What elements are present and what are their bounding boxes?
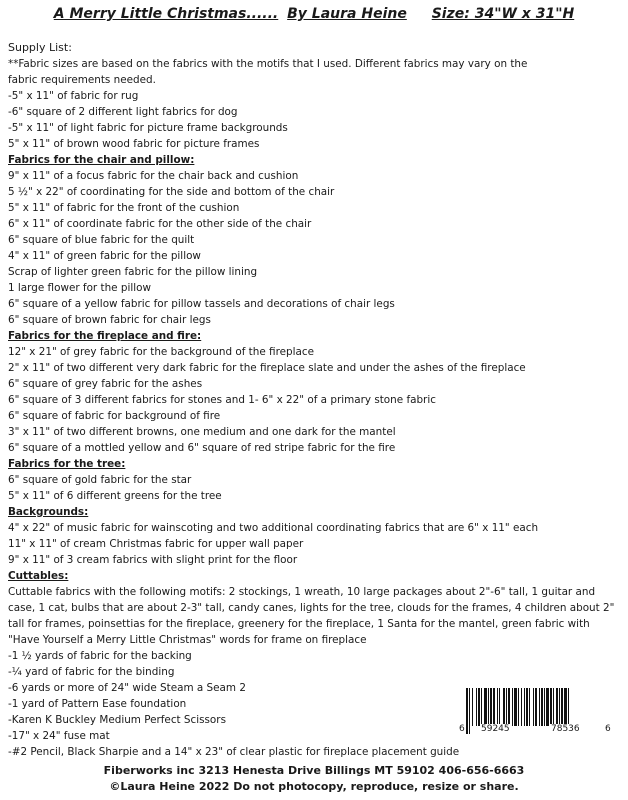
supply-item: 12" x 21" of grey fabric for the background of the fireplace xyxy=(8,346,314,358)
section-heading-tree: Fabrics for the tree: xyxy=(8,458,126,470)
supply-item: -1 yard of Pattern Ease foundation xyxy=(8,698,187,710)
pattern-title xyxy=(0,6,628,22)
supply-item: 5 ½" x 22" of coordinating for the side and bottom of the chair xyxy=(8,186,335,198)
footer-address: Fiberworks inc 3213 Henesta Drive Billings MT 59102 406-656-6663 xyxy=(103,764,525,777)
section-heading-cuttables: Cuttables: xyxy=(8,570,69,582)
supply-item: -6" square of 2 different light fabrics for dog xyxy=(8,106,238,118)
supply-item: 6" square of 3 different fabrics for stones and 1- 6" x 22" of a primary stone fabric xyxy=(8,394,436,406)
supply-item: Scrap of lighter green fabric for the pillow lining xyxy=(8,266,258,278)
supply-item: 6" square of a yellow fabric for pillow tassels and decorations of chair legs xyxy=(8,298,395,310)
supply-item: 6" square of blue fabric for the quilt xyxy=(8,234,195,246)
supply-item: 9" x 11" of 3 cream fabrics with slight print for the floor xyxy=(8,554,298,566)
supply-list xyxy=(8,40,620,760)
section-heading-chair: Fabrics for the chair and pillow: xyxy=(8,154,195,166)
section-heading-fireplace: Fabrics for the fireplace and fire: xyxy=(8,330,202,342)
upc-barcode xyxy=(458,688,612,740)
supply-item: -¼ yard of fabric for the binding xyxy=(8,666,175,678)
supply-item: 6" x 11" of coordinate fabric for the other side of the chair xyxy=(8,218,312,230)
supply-item: 6" square of grey fabric for the ashes xyxy=(8,378,203,390)
supply-item: 6" square of brown fabric for chair legs xyxy=(8,314,211,326)
supply-item: 5" x 11" of fabric for the front of the cushion xyxy=(8,202,240,214)
supply-item: 5" x 11" of 6 different greens for the tree xyxy=(8,490,222,502)
barcode-right-digit: 6 xyxy=(605,724,611,734)
supply-item: 2" x 11" of two different very dark fabric for the fireplace slate and under the ashes of the fireplace xyxy=(8,362,526,374)
intro-line: **Fabric sizes are based on the fabrics with the motifs that I used. Different fabrics may vary on the xyxy=(8,58,528,70)
supply-item: 11" x 11" of cream Christmas fabric for upper wall paper xyxy=(8,538,304,550)
supply-item: 5" x 11" of brown wood fabric for picture frames xyxy=(8,138,260,150)
barcode-left-digit: 6 xyxy=(459,724,465,734)
barcode-digits xyxy=(458,724,612,738)
supply-item: 9" x 11" of a focus fabric for the chair back and cushion xyxy=(8,170,299,182)
title-author: By Laura Heine xyxy=(287,6,407,22)
supply-item: 6" square of gold fabric for the star xyxy=(8,474,192,486)
intro-line: fabric requirements needed. xyxy=(8,74,156,86)
supply-item: 4" x 22" of music fabric for wainscoting and two additional coordinating fabrics that are 6" x 11" each xyxy=(8,522,539,534)
supply-item: 6" square of a mottled yellow and 6" square of red stripe fabric for the fire xyxy=(8,442,396,454)
supply-item: -Karen K Buckley Medium Perfect Scissors xyxy=(8,714,226,726)
title-main: A Merry Little Christmas...... xyxy=(53,6,279,22)
title-size: Size: 34"W x 31"H xyxy=(431,6,575,22)
supply-item: 4" x 11" of green fabric for the pillow xyxy=(8,250,201,262)
supply-item: -5" x 11" of fabric for rug xyxy=(8,90,139,102)
section-heading-backgrounds: Backgrounds: xyxy=(8,506,89,518)
supply-item: -6 yards or more of 24" wide Steam a Seam 2 xyxy=(8,682,246,694)
barcode-group-2: 78536 xyxy=(551,724,580,734)
supply-item: -17" x 24" fuse mat xyxy=(8,730,110,742)
supply-item: 3" x 11" of two different browns, one medium and one dark for the mantel xyxy=(8,426,396,438)
supply-item: -5" x 11" of light fabric for picture frame backgrounds xyxy=(8,122,288,134)
supply-item: 6" square of fabric for background of fire xyxy=(8,410,221,422)
supply-item: -1 ½ yards of fabric for the backing xyxy=(8,650,192,662)
cuttables-paragraph: Cuttable fabrics with the following motifs: 2 stockings, 1 wreath, 10 large packages about 2"-6" tall, 1 guitar and case, 1 cat, bulbs that are about 2-3" tall, candy canes, lights for the tree, clouds for the frames, 4 children about 2" tall for frames, poinsettias for the fireplace, greenery for the fireplace, 1 Santa for the mantel, green fabric with "Have Yourself a Merry Little Christmas" words for frame on fireplace xyxy=(8,586,615,646)
supply-item: -#2 Pencil, Black Sharpie and a 14" x 23" of clear plastic for fireplace placement guide xyxy=(8,746,460,758)
supply-item: 1 large flower for the pillow xyxy=(8,282,151,294)
footer-copyright: ©Laura Heine 2022 Do not photocopy, reproduce, resize or share. xyxy=(109,780,519,793)
supply-list-heading: Supply List: xyxy=(8,41,72,54)
barcode-group-1: 59245 xyxy=(481,724,510,734)
